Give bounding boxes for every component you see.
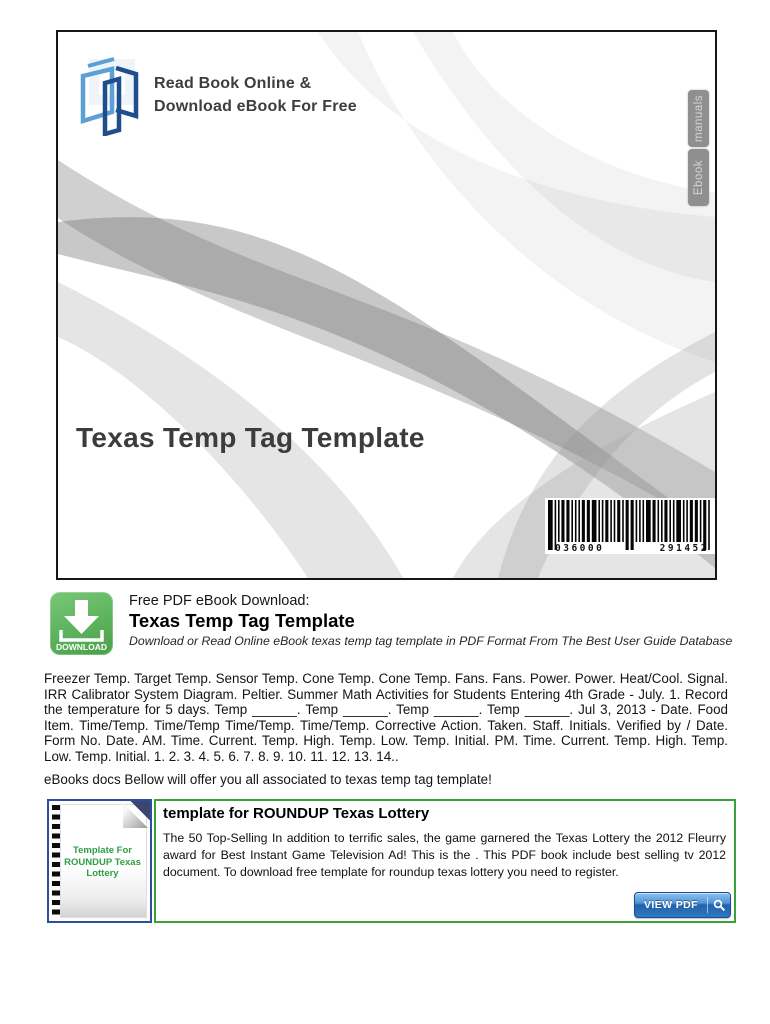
cover-title: Texas Temp Tag Template bbox=[76, 422, 425, 453]
barcode bbox=[545, 498, 715, 554]
site-logo bbox=[74, 54, 357, 136]
barcode-digits bbox=[555, 543, 709, 554]
download-title: Texas Temp Tag Template bbox=[129, 610, 355, 631]
book-description: Freezer Temp. Target Temp. Sensor Temp. Cone Temp. Cone Temp. Fans. Fans. Power. Power. Heat/Cool. Signal. IRR Calibrator System Diagram. Peltier. Summer Math Activities for Students Entering 4th Grade - July. 1. Record the temperature for 5 days. Temp ______. Temp ______. Temp ______. Temp ______. Jul 3, 2013 - Date. Food Item. Time/Temp. Time/Temp Time/Temp. Time/Temp. Corrective Action. Taken. Staff. Initials. Verified by / Date. Form No. Date. AM. Time. Current. Temp. High. Temp. Low. Temp. Initial. PM. Time. Current. Temp. High. Temp. Low. Temp. Initial. 1. 2. 3. 4. 5. 6. 7. 8. 9. 10. 11. 12. 13. 14.. bbox=[44, 671, 728, 764]
download-banner-text bbox=[129, 592, 732, 649]
open-book-logo-icon bbox=[74, 54, 142, 136]
download-subtitle: Download or Read Online eBook texas temp tag template in PDF Format From The Best User Guide Database bbox=[129, 634, 733, 648]
barcode-digits-right: 291452 bbox=[659, 543, 709, 554]
site-logo-text bbox=[154, 72, 357, 118]
svg-text:DOWNLOAD: DOWNLOAD bbox=[56, 642, 107, 652]
folded-corner-icon bbox=[125, 801, 150, 826]
cover-tab-ebook bbox=[688, 149, 709, 206]
cover-tab-ebook-label: Ebook bbox=[692, 159, 705, 196]
logo-line-1: Read Book Online & bbox=[154, 75, 312, 92]
view-pdf-label: VIEW PDF bbox=[644, 899, 698, 911]
ebook-thumbnail[interactable] bbox=[47, 799, 152, 923]
view-pdf-button[interactable] bbox=[634, 892, 731, 918]
related-note: eBooks docs Bellow will offer you all associated to texas temp tag template! bbox=[44, 772, 492, 787]
magnifier-icon bbox=[708, 899, 730, 912]
related-card-title: template for ROUNDUP Texas Lottery bbox=[163, 805, 430, 822]
download-button[interactable] bbox=[50, 592, 113, 655]
download-arrow-icon bbox=[50, 592, 113, 655]
book-cover bbox=[56, 30, 717, 580]
related-ebook-card bbox=[47, 799, 736, 923]
barcode-digits-left: 036000 bbox=[555, 543, 605, 554]
thumbnail-caption: Template For ROUNDUP Texas Lottery bbox=[64, 845, 141, 879]
logo-line-2: Download eBook For Free bbox=[154, 98, 357, 115]
download-banner bbox=[50, 592, 732, 655]
related-card-content bbox=[154, 799, 736, 923]
download-kicker: Free PDF eBook Download: bbox=[129, 593, 310, 609]
related-card-body: The 50 Top-Selling In addition to terrific sales, the game garnered the Texas Lottery the 2012 Fleurry award for Best Instant Game Television Ad! This is the . This PDF book include best selling tv 2012 document. To download free template for roundup texas lottery you need to register. bbox=[163, 831, 726, 879]
cover-tab-manuals-label: manuals bbox=[692, 95, 705, 142]
cover-tab-manuals bbox=[688, 90, 709, 147]
